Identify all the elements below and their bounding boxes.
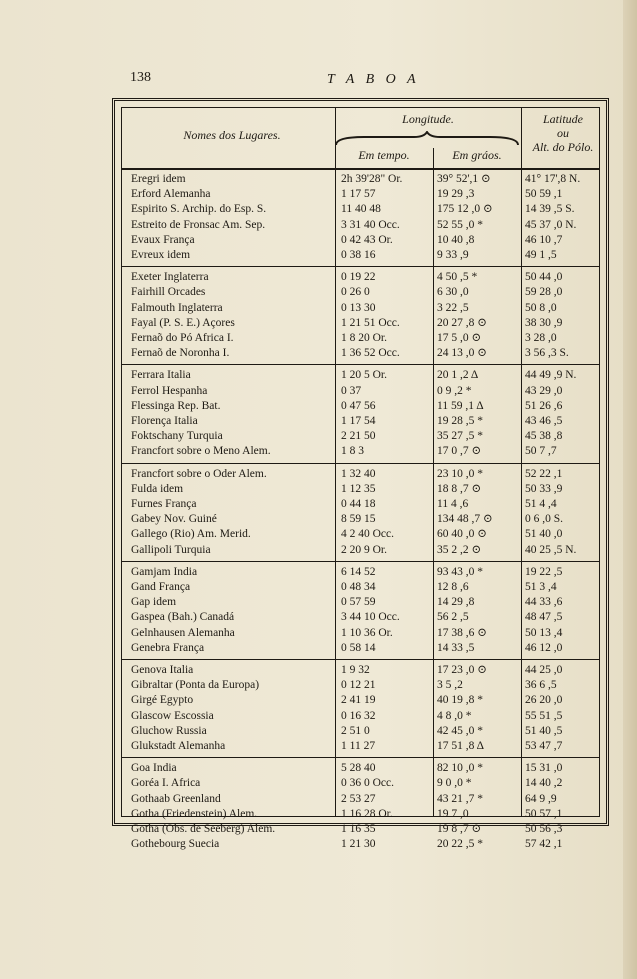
place-name: Fernaõ do Pó Africa I. bbox=[131, 332, 234, 344]
place-name: Furnes França bbox=[131, 498, 197, 510]
longitude-time: 1 17 57 bbox=[341, 188, 376, 201]
place-name: Fernaõ de Noronha I. bbox=[131, 347, 230, 360]
longitude-degrees: 20 22 ,5 * bbox=[437, 838, 483, 851]
longitude-degrees: 20 1 ,2 Δ bbox=[437, 369, 479, 382]
table-row bbox=[122, 641, 599, 655]
place-name: Gelnhausen Alemanha bbox=[131, 626, 235, 639]
latitude: 51 4 ,4 bbox=[525, 498, 557, 510]
longitude-time: 1 8 3 bbox=[341, 445, 364, 458]
longitude-degrees: 0 9 ,2 * bbox=[437, 384, 472, 397]
table-row bbox=[122, 792, 599, 806]
table-row bbox=[122, 285, 599, 299]
longitude-degrees: 14 33 ,5 bbox=[437, 641, 475, 654]
longitude-time: 0 36 0 Occ. bbox=[341, 777, 395, 790]
latitude: 48 47 ,5 bbox=[525, 611, 563, 624]
longitude-time: 1 11 27 bbox=[341, 740, 376, 752]
latitude: 41° 17',8 N. bbox=[525, 173, 581, 185]
longitude-time: 1 21 51 Occ. bbox=[341, 316, 400, 329]
longitude-time: 1 9 32 bbox=[341, 664, 370, 676]
table-row bbox=[122, 301, 599, 315]
longitude-degrees: 20 27 ,8 ⊙ bbox=[437, 316, 487, 329]
longitude-time: 0 57 59 bbox=[341, 596, 376, 609]
latitude: 19 22 ,5 bbox=[525, 565, 563, 578]
place-name: Gothebourg Suecia bbox=[131, 838, 220, 851]
latitude: 38 30 ,9 bbox=[525, 316, 563, 329]
place-name: Gallipoli Turquia bbox=[131, 543, 211, 556]
latitude: 45 38 ,8 bbox=[525, 430, 563, 443]
table-row bbox=[122, 739, 599, 753]
latitude: 43 29 ,0 bbox=[525, 384, 563, 397]
latitude: 44 49 ,9 N. bbox=[525, 369, 577, 382]
table-row bbox=[122, 316, 599, 330]
page-edge bbox=[623, 0, 637, 979]
longitude-time: 0 42 43 Or. bbox=[341, 233, 393, 246]
table-row bbox=[122, 218, 599, 232]
longitude-time: 6 14 52 bbox=[341, 565, 376, 578]
longitude-time: 0 16 32 bbox=[341, 709, 376, 722]
table-row bbox=[122, 610, 599, 624]
longitude-time: 0 58 14 bbox=[341, 641, 376, 654]
longitude-time: 1 20 5 Or. bbox=[341, 369, 387, 382]
table-row bbox=[122, 512, 599, 526]
latitude: 46 12 ,0 bbox=[525, 641, 563, 654]
longitude-degrees: 60 40 ,0 ⊙ bbox=[437, 528, 487, 541]
table-row bbox=[122, 248, 599, 262]
block-rule bbox=[122, 561, 599, 562]
longitude-degrees: 19 7 ,0 bbox=[437, 807, 469, 820]
place-name: Evreux idem bbox=[131, 249, 191, 261]
longitude-degrees: 43 21 ,7 * bbox=[437, 792, 483, 805]
latitude: 50 33 ,9 bbox=[525, 482, 563, 495]
longitude-time: 0 48 34 bbox=[341, 581, 376, 593]
latitude: 3 28 ,0 bbox=[525, 332, 557, 344]
latitude: 50 8 ,0 bbox=[525, 301, 557, 314]
longitude-time: 1 16 35 bbox=[341, 823, 376, 835]
table-row bbox=[122, 346, 599, 360]
longitude-time: 0 12 21 bbox=[341, 679, 376, 692]
longitude-degrees: 18 8 ,7 ⊙ bbox=[437, 482, 482, 495]
latitude: 57 42 ,1 bbox=[525, 838, 563, 851]
longitude-degrees: 17 0 ,7 ⊙ bbox=[437, 445, 482, 458]
table-row bbox=[122, 467, 599, 481]
block-rule bbox=[122, 463, 599, 464]
latitude: 0 6 ,0 S. bbox=[525, 513, 564, 526]
longitude-degrees: 23 10 ,0 * bbox=[437, 467, 483, 480]
table-row bbox=[122, 497, 599, 511]
longitude-degrees: 40 19 ,8 * bbox=[437, 694, 483, 707]
place-name: Goa India bbox=[131, 762, 177, 775]
latitude: 44 33 ,6 bbox=[525, 596, 563, 609]
longitude-degrees: 12 8 ,6 bbox=[437, 581, 469, 593]
table-row bbox=[122, 444, 599, 458]
place-name: Exeter Inglaterra bbox=[131, 271, 209, 284]
longitude-brace bbox=[334, 131, 520, 147]
table-row bbox=[122, 776, 599, 790]
place-name: Flessinga Rep. Bat. bbox=[131, 399, 221, 412]
place-name: Falmouth Inglaterra bbox=[131, 301, 223, 314]
longitude-degrees: 39° 52',1 ⊙ bbox=[437, 173, 491, 185]
table-row bbox=[122, 837, 599, 851]
place-name: Gibraltar (Ponta da Europa) bbox=[131, 679, 260, 692]
table-row bbox=[122, 595, 599, 609]
place-name: Ferrol Hespanha bbox=[131, 384, 208, 397]
table-row bbox=[122, 678, 599, 692]
table-row bbox=[122, 429, 599, 443]
longitude-degrees: 42 45 ,0 * bbox=[437, 724, 483, 737]
place-name: Eregri idem bbox=[131, 173, 186, 185]
table-inner bbox=[121, 107, 600, 851]
place-name: Gotha (Obs. de Seeberg) Alem. bbox=[131, 823, 276, 835]
table-row bbox=[122, 543, 599, 557]
table-row bbox=[122, 709, 599, 723]
latitude: 64 9 ,9 bbox=[525, 792, 557, 805]
place-name: Glascow Escossia bbox=[131, 709, 214, 722]
longitude-time: 0 13 30 bbox=[341, 301, 376, 314]
latitude: 55 51 ,5 bbox=[525, 709, 563, 722]
header-latitude-or: ou bbox=[557, 126, 569, 140]
block-rule bbox=[122, 266, 599, 267]
latitude: 53 47 ,7 bbox=[525, 740, 563, 752]
table-row bbox=[122, 565, 599, 579]
place-name: Gotha (Friedenstein) Alem. bbox=[131, 807, 258, 820]
table-row bbox=[122, 368, 599, 382]
table-row bbox=[122, 187, 599, 201]
longitude-time: 2h 39'28" Or. bbox=[341, 173, 403, 185]
place-name: Francfort sobre o Meno Alem. bbox=[131, 445, 271, 458]
longitude-time: 3 31 40 Occ. bbox=[341, 218, 400, 231]
table-row bbox=[122, 399, 599, 413]
place-name: Foktschany Turquia bbox=[131, 430, 223, 443]
latitude: 49 1 ,5 bbox=[525, 249, 557, 261]
place-name: Genova Italia bbox=[131, 664, 194, 676]
header-time: Em tempo. bbox=[358, 148, 410, 162]
block-rule bbox=[122, 757, 599, 758]
place-name: Florença Italia bbox=[131, 415, 198, 427]
longitude-time: 5 28 40 bbox=[341, 762, 376, 775]
latitude: 52 22 ,1 bbox=[525, 467, 563, 480]
place-name: Goréa I. Africa bbox=[131, 777, 201, 790]
header-latitude: Latitude bbox=[542, 112, 583, 126]
table-row bbox=[122, 482, 599, 496]
header-latitude-pole: Alt. do Pólo. bbox=[532, 140, 594, 154]
table-row bbox=[122, 626, 599, 640]
place-name: Genebra França bbox=[131, 641, 205, 654]
longitude-time: 2 53 27 bbox=[341, 792, 376, 805]
longitude-time: 1 36 52 Occ. bbox=[341, 347, 400, 360]
table-row bbox=[122, 580, 599, 594]
place-name: Fairhill Orcades bbox=[131, 286, 206, 299]
longitude-degrees: 82 10 ,0 * bbox=[437, 762, 483, 775]
running-title: T A B O A bbox=[327, 72, 420, 87]
header-names: Nomes dos Lugares. bbox=[183, 128, 281, 142]
place-name: Estreito de Fronsac Am. Sep. bbox=[131, 218, 266, 231]
longitude-degrees: 93 43 ,0 * bbox=[437, 565, 483, 578]
longitude-time: 2 41 19 bbox=[341, 694, 376, 707]
latitude: 50 44 ,0 bbox=[525, 271, 563, 284]
longitude-degrees: 17 23 ,0 ⊙ bbox=[437, 664, 487, 676]
longitude-time: 1 8 20 Or. bbox=[341, 332, 387, 344]
longitude-time: 0 44 18 bbox=[341, 498, 376, 510]
table-row bbox=[122, 527, 599, 541]
header-longitude: Longitude. bbox=[402, 112, 454, 126]
longitude-degrees: 35 2 ,2 ⊙ bbox=[437, 543, 482, 556]
place-name: Francfort sobre o Oder Alem. bbox=[131, 467, 267, 480]
table-row bbox=[122, 693, 599, 707]
longitude-degrees: 17 51 ,8 Δ bbox=[437, 740, 485, 752]
longitude-degrees: 9 33 ,9 bbox=[437, 249, 469, 261]
place-name: Erford Alemanha bbox=[131, 188, 211, 201]
table-row bbox=[122, 384, 599, 398]
place-name: Gothaab Greenland bbox=[131, 792, 221, 805]
latitude: 50 57 ,1 bbox=[525, 807, 563, 820]
latitude: 45 37 ,0 N. bbox=[525, 218, 577, 231]
latitude: 44 25 ,0 bbox=[525, 664, 563, 676]
longitude-time: 1 16 28 Or. bbox=[341, 807, 393, 820]
latitude: 50 59 ,1 bbox=[525, 188, 563, 201]
latitude: 51 3 ,4 bbox=[525, 581, 557, 593]
latitude: 15 31 ,0 bbox=[525, 762, 563, 775]
longitude-degrees: 19 8 ,7 ⊙ bbox=[437, 823, 482, 835]
latitude: 51 26 ,6 bbox=[525, 399, 563, 412]
table-row bbox=[122, 822, 599, 836]
longitude-degrees: 4 50 ,5 * bbox=[437, 271, 478, 284]
longitude-degrees: 6 30 ,0 bbox=[437, 286, 469, 299]
longitude-degrees: 17 38 ,6 ⊙ bbox=[437, 626, 487, 639]
longitude-time: 2 20 9 Or. bbox=[341, 543, 387, 556]
longitude-time: 0 37 bbox=[341, 384, 362, 397]
longitude-degrees: 11 59 ,1 Δ bbox=[437, 399, 484, 412]
longitude-degrees: 11 4 ,6 bbox=[437, 498, 469, 510]
place-name: Gamjam India bbox=[131, 565, 198, 578]
latitude: 43 46 ,5 bbox=[525, 415, 563, 427]
longitude-time: 0 47 56 bbox=[341, 399, 376, 412]
table-row bbox=[122, 202, 599, 216]
table-row bbox=[122, 724, 599, 738]
latitude: 26 20 ,0 bbox=[525, 694, 563, 707]
longitude-time: 4 2 40 Occ. bbox=[341, 528, 395, 541]
page-number: 138 bbox=[130, 70, 151, 85]
longitude-degrees: 3 5 ,2 bbox=[437, 679, 463, 692]
latitude: 50 7 ,7 bbox=[525, 445, 557, 458]
longitude-degrees: 52 55 ,0 * bbox=[437, 218, 483, 231]
latitude: 50 56 ,3 bbox=[525, 823, 563, 835]
table-row bbox=[122, 233, 599, 247]
latitude: 51 40 ,0 bbox=[525, 528, 563, 541]
longitude-degrees: 56 2 ,5 bbox=[437, 611, 469, 624]
table-row bbox=[122, 331, 599, 345]
table-row bbox=[122, 270, 599, 284]
table-row bbox=[122, 172, 599, 186]
longitude-degrees: 19 28 ,5 * bbox=[437, 415, 483, 427]
place-name: Gluchow Russia bbox=[131, 724, 207, 737]
longitude-time: 1 10 36 Or. bbox=[341, 626, 393, 639]
latitude: 51 40 ,5 bbox=[525, 724, 563, 737]
place-name: Gallego (Rio) Am. Merid. bbox=[131, 528, 251, 541]
longitude-time: 1 12 35 bbox=[341, 482, 376, 495]
place-name: Girgé Egypto bbox=[131, 694, 194, 707]
header-degrees: Em gráos. bbox=[452, 148, 502, 162]
latitude: 59 28 ,0 bbox=[525, 286, 563, 299]
longitude-degrees: 175 12 ,0 ⊙ bbox=[437, 203, 493, 216]
longitude-time: 2 51 0 bbox=[341, 724, 370, 737]
latitude: 50 13 ,4 bbox=[525, 626, 563, 639]
longitude-time: 8 59 15 bbox=[341, 513, 376, 526]
longitude-time: 0 26 0 bbox=[341, 286, 370, 299]
place-name: Gabey Nov. Guiné bbox=[131, 513, 217, 526]
longitude-degrees: 9 0 ,0 * bbox=[437, 777, 472, 790]
table-row bbox=[122, 807, 599, 821]
block-rule bbox=[122, 659, 599, 660]
coordinates-table bbox=[112, 98, 609, 851]
longitude-degrees: 14 29 ,8 bbox=[437, 596, 475, 609]
place-name: Ferrara Italia bbox=[131, 369, 191, 382]
longitude-time: 11 40 48 bbox=[341, 203, 381, 216]
latitude: 36 6 ,5 bbox=[525, 679, 557, 692]
longitude-degrees: 17 5 ,0 ⊙ bbox=[437, 332, 482, 344]
latitude: 14 39 ,5 S. bbox=[525, 203, 575, 216]
latitude: 14 40 ,2 bbox=[525, 777, 563, 790]
longitude-degrees: 3 22 ,5 bbox=[437, 301, 469, 314]
place-name: Fulda idem bbox=[131, 482, 184, 495]
longitude-time: 0 19 22 bbox=[341, 271, 376, 284]
place-name: Gaspea (Bah.) Canadá bbox=[131, 611, 235, 624]
place-name: Gap idem bbox=[131, 596, 177, 609]
latitude: 3 56 ,3 S. bbox=[525, 347, 569, 360]
longitude-degrees: 19 29 ,3 bbox=[437, 188, 475, 201]
place-name: Evaux França bbox=[131, 233, 195, 246]
latitude: 46 10 ,7 bbox=[525, 233, 563, 246]
longitude-time: 1 17 54 bbox=[341, 415, 376, 427]
place-name: Gand França bbox=[131, 581, 191, 593]
longitude-degrees: 24 13 ,0 ⊙ bbox=[437, 347, 487, 360]
longitude-time: 3 44 10 Occ. bbox=[341, 611, 400, 624]
header-rule bbox=[122, 168, 599, 170]
table-row bbox=[122, 761, 599, 775]
longitude-time: 2 21 50 bbox=[341, 430, 376, 443]
block-rule bbox=[122, 364, 599, 365]
longitude-degrees: 10 40 ,8 bbox=[437, 233, 475, 246]
latitude: 40 25 ,5 N. bbox=[525, 543, 577, 556]
longitude-time: 1 21 30 bbox=[341, 838, 376, 851]
table-row bbox=[122, 414, 599, 428]
place-name: Glukstadt Alemanha bbox=[131, 740, 226, 752]
longitude-degrees: 134 48 ,7 ⊙ bbox=[437, 513, 493, 526]
longitude-degrees: 35 27 ,5 * bbox=[437, 430, 483, 443]
place-name: Espirito S. Archip. do Esp. S. bbox=[131, 203, 267, 216]
table-row bbox=[122, 663, 599, 677]
place-name: Fayal (P. S. E.) Açores bbox=[131, 316, 235, 329]
longitude-time: 0 38 16 bbox=[341, 249, 376, 261]
longitude-time: 1 32 40 bbox=[341, 467, 376, 480]
longitude-degrees: 4 8 ,0 * bbox=[437, 709, 472, 722]
